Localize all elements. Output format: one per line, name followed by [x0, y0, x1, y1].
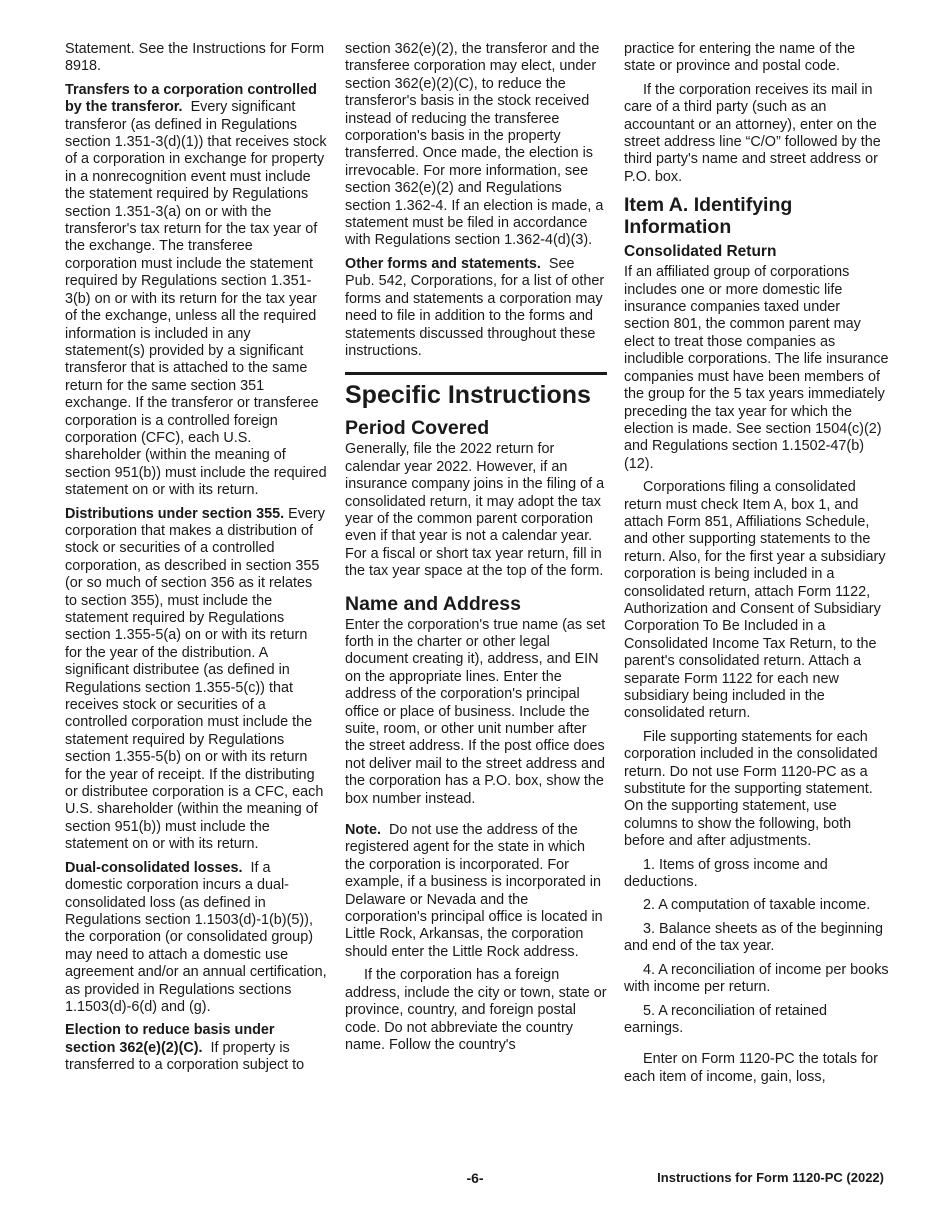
heading-name-address: Name and Address: [345, 592, 521, 615]
run-in-heading: Dual-consolidated losses.: [65, 859, 243, 876]
list-item: 2. A computation of taxable income.: [643, 897, 871, 914]
paragraph: File supporting statements for each corporation included in the consolidated return. Do not use Form 1120-PC as a substitute for the supporting statement. On the supporting statement, use columns to show the following, both before and after adjustments.: [624, 728, 878, 850]
paragraph-distributions: [65, 506, 328, 854]
section-title: Specific Instructions: [345, 372, 607, 409]
paragraph: If an affiliated group of corporations includes one or more domestic life insurance companies taxed under section 801, the common parent may elect to treat those companies as includible corporations. The life insurance companies must have been members of the group for the 5 tax years immediately preceding the tax year for which the election is made. See section 1504(c)(2) and Regulations section 1.1502-47(b)(12).: [624, 264, 889, 472]
heading-consolidated-return: Consolidated Return: [624, 243, 777, 261]
run-in-heading: Election to reduce basis under section 362(e)(2)(C).: [65, 1022, 275, 1056]
paragraph-other-forms: [345, 256, 607, 360]
heading-period-covered: Period Covered: [345, 417, 490, 440]
list-item: 1. Items of gross income and deductions.: [624, 856, 828, 891]
run-in-heading: Other forms and statements.: [345, 255, 541, 272]
list-item: 4. A reconciliation of income per books with income per return.: [624, 961, 889, 996]
note-label: Note.: [345, 822, 381, 839]
column-1: [65, 41, 328, 1081]
paragraph-body: Every corporation that makes a distribution of stock or securities of a controlled corporation, as described in section 355 (or so much of section 356 as it relates to section 355), must include the statement required by Regulations section 1.355-5(a) on or with its return for the year of the distribution. A significant distributee (as defined in Regulations section 1.355-5(c)) that receives stock or securities of a controlled corporation must include the statement required by Regulations section 1.355-5(b) on or with its return for the year of receipt. If the distributing or distributee corporation is a CFC, each U.S. shareholder (within the meaning of section 951(b)) must include the statement on or with its return.: [65, 505, 325, 853]
column-3: [624, 41, 889, 1092]
paragraph: Statement. See the Instructions for Form 8918.: [65, 41, 325, 75]
paragraph-body: Do not use the address of the registered agent for the state in which the corporation is incorporated. For example, if a business is incorporated in Delaware or Nevada and the corporation's principal office is located in Little Rock, Arkansas, the corporation should enter the Little Rock address.: [345, 822, 603, 960]
paragraph-body: If property is transferred to a corporation subject to: [65, 1039, 305, 1074]
paragraph: Enter on Form 1120-PC the totals for each item of income, gain, loss,: [624, 1051, 878, 1085]
list-item: 3. Balance sheets as of the beginning and end of the tax year.: [624, 920, 884, 955]
paragraph-body: See Pub. 542, Corporations, for a list of other forms and statements a corporation may need to file in addition to the forms and statements discussed throughout these instructions.: [345, 255, 605, 359]
paragraph-body: Every significant transferor (as defined in Regulations section 1.351-3(d)(1)) that receives stock of a corporation in exchange for property in a nonrecognition event must include the statement required by Regulations section 1.351-3(a) on or with the transferor's tax return for the tax year of the exchange. The transferee corporation must include the statement required by Regulations section 1.351-3(b) on or with its return for the tax year of the exchange, unless all the required information is included in any statement(s) provided by a significant transferor that is attached to the same return for the same section 351 exchange. If the transferor or transferee corporation is a controlled foreign corporation (CFC), each U.S. shareholder (within the meaning of section 951(b)) must include the required statement on or with its return.: [65, 99, 327, 499]
paragraph-dual-consolidated: [65, 860, 328, 1017]
paragraph: section 362(e)(2), the transferor and the transferee corporation may elect, under section 362(e)(2)(C), to reduce the transferor's basis in the stock received instead of reducing the transferee corporation's basis in the property transferred. Once made, the election is irrevocable. For more information, see section 362(e)(2) and Regulations section 1.362-4. If an election is made, a statement must be filed in accordance with Regulations section 1.362-4(d)(3).: [345, 41, 604, 249]
paragraph: If the corporation receives its mail in care of a third party (such as an accountant or an attorney), enter on the street address line “C/O” followed by the third party's name and street address or P.O. box.: [624, 81, 881, 185]
column-2: [345, 41, 607, 1060]
document-title: Instructions for Form 1120-PC (2022): [657, 1170, 884, 1185]
paragraph: Generally, file the 2022 return for calendar year 2022. However, if an insurance company joins in the filing of a consolidated return, it may adopt the tax year of the common parent corporation even if that year is not a calendar year. For a fiscal or short tax year return, fill in the tax year space at the top of the form.: [345, 441, 605, 580]
run-in-heading: Transfers to a corporation controlled by the transferor.: [65, 81, 317, 116]
page-number: -6-: [466, 1170, 484, 1186]
paragraph-note: [345, 822, 607, 961]
list-item: 5. A reconciliation of retained earnings.: [624, 1002, 827, 1036]
paragraph: Corporations filing a consolidated return must check Item A, box 1, and attach Form 851, Affiliations Schedule, and other supporting statements to the return. Also, for the first year a subsidiary corporation is being included in a consolidated return, attach Form 1122, Authorization and Consent of Subsidiary Corporation To Be Included in a Consolidated Income Tax Return, to the parent's consolidated return. Attach a separate Form 1122 for each new subsidiary being included in the consolidated return.: [624, 479, 886, 722]
paragraph: practice for entering the name of the state or province and postal code.: [624, 41, 856, 75]
paragraph: Enter the corporation's true name (as set forth in the charter or other legal document creating it), address, and EIN on the appropriate lines. Enter the address of the corporation's principal office or place of business. Include the suite, room, or other unit number after the street address. If the post office does not deliver mail to the street address and the corporation has a P.O. box, show the box number instead.: [345, 616, 606, 807]
run-in-heading: Distributions under section 355.: [65, 505, 285, 522]
paragraph-election: [65, 1022, 328, 1074]
heading-item-a: Item A. Identifying Information: [624, 194, 793, 239]
paragraph: If the corporation has a foreign address, include the city or town, state or province, country, and foreign postal code. Do not abbreviate the country name. Follow the country's: [345, 967, 607, 1053]
paragraph-transfers: [65, 82, 328, 500]
paragraph-body: If a domestic corporation incurs a dual-consolidated loss (as defined in Regulations section 1.1503(d)-1(b)(5)), the corporation (or consolidated group) may need to attach a domestic use agreement and/or an annual certification, as provided in Regulations sections 1.1503(d)-6(d) and (g).: [65, 859, 327, 1015]
